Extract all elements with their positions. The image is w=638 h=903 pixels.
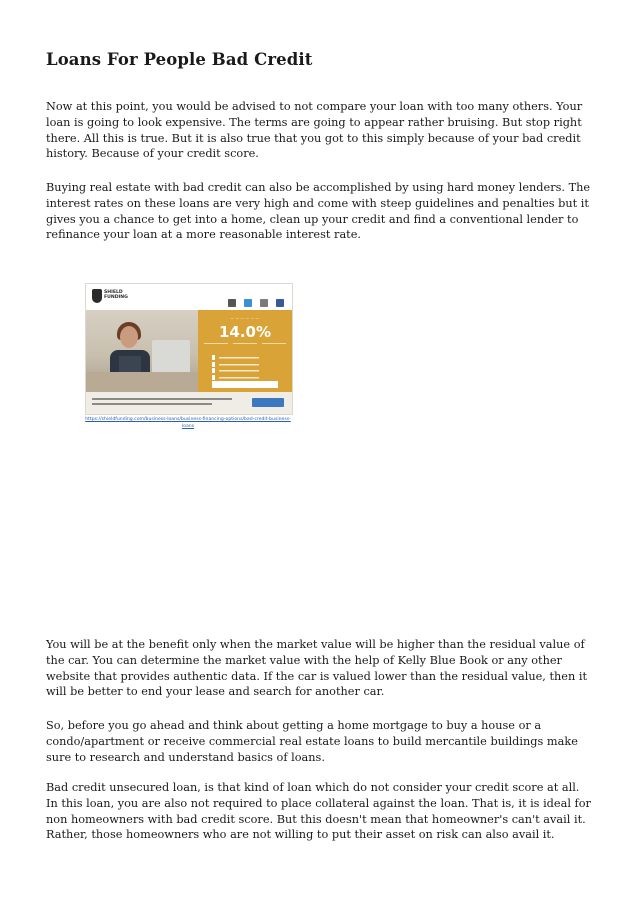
check-icon [212, 355, 265, 360]
shield-icon [92, 289, 102, 303]
paragraph-3: You will be at the benefit only when the market value will be higher than the residual value of the car. You can determine the market value with the help of Kelly Blue Book or any other website that provides authentic data. If the car is valued lower than the residual value, then it will be better to end your lease and search for another car. [46, 638, 588, 699]
offer-panel [198, 310, 292, 392]
caption-line [92, 403, 212, 405]
logo-text: SHIELD FUNDING [104, 290, 128, 300]
screenshot-header [86, 284, 292, 310]
rating-badge [212, 381, 278, 388]
shield-funding-logo [92, 289, 132, 305]
offer-heading: — — — — — — [230, 316, 260, 320]
figure-source-link[interactable]: https://shieldfunding.com/business-loans/business-financing-options/bad-credit-business-loans [85, 417, 291, 429]
check-icon [212, 362, 265, 367]
offer-columns [204, 343, 286, 351]
website-screenshot-image [85, 283, 293, 415]
check-icon [212, 375, 265, 380]
apply-button-image [252, 398, 284, 407]
page-title: Loans For People Bad Credit [46, 50, 313, 69]
paragraph-5: Bad credit unsecured loan, is that kind of loan which do not consider your credit score at all. In this loan, you are also not required to place collateral against the loan. That is, it is ideal for non homeowners with bad credit score. But this doesn't mean that homeowner's can't avail it. Rather, those homeowners who are not willing to put their asset on risk can also avail it. [46, 781, 591, 842]
offer-checklist [212, 355, 265, 381]
offer-column [262, 343, 286, 351]
twitter-icon [244, 299, 252, 307]
offer-column [204, 343, 228, 351]
caption-text-lines [92, 398, 232, 408]
espresso-machine-shape [152, 340, 190, 374]
embedded-screenshot-figure [85, 283, 291, 455]
person-head-shape [120, 326, 138, 348]
social-icons [225, 292, 284, 311]
paragraph-1: Now at this point, you would be advised to not compare your loan with too many others. Your loan is going to look expensive. The terms are going to appear rather bruising. But stop right there. All this is true. But it is also true that you got to this simply because of your bad credit history. Because of your credit score. [46, 100, 583, 161]
paragraph-2: Buying real estate with bad credit can also be accomplished by using hard money lenders. The interest rates on these loans are very high and come with steep guidelines and penalties but it gives you a chance to get into a home, clean up your credit and find a conventional lender to refinance your loan at a more reasonable interest rate. [46, 181, 591, 242]
counter-shape [86, 372, 198, 392]
offer-column [233, 343, 257, 351]
paragraph-4: So, before you go ahead and think about getting a home mortgage to buy a house or a condo/apartment or receive commercial real estate loans to build mercantile buildings make sure to research and understand basics of loans. [46, 719, 578, 764]
email-icon [260, 299, 268, 307]
facebook-icon [276, 299, 284, 307]
linkedin-icon [228, 299, 236, 307]
offer-rate: 14.0% [218, 323, 272, 341]
caption-line [92, 398, 232, 400]
barista-photo [86, 310, 198, 392]
check-icon [212, 368, 265, 373]
screenshot-caption-bar [86, 392, 292, 414]
